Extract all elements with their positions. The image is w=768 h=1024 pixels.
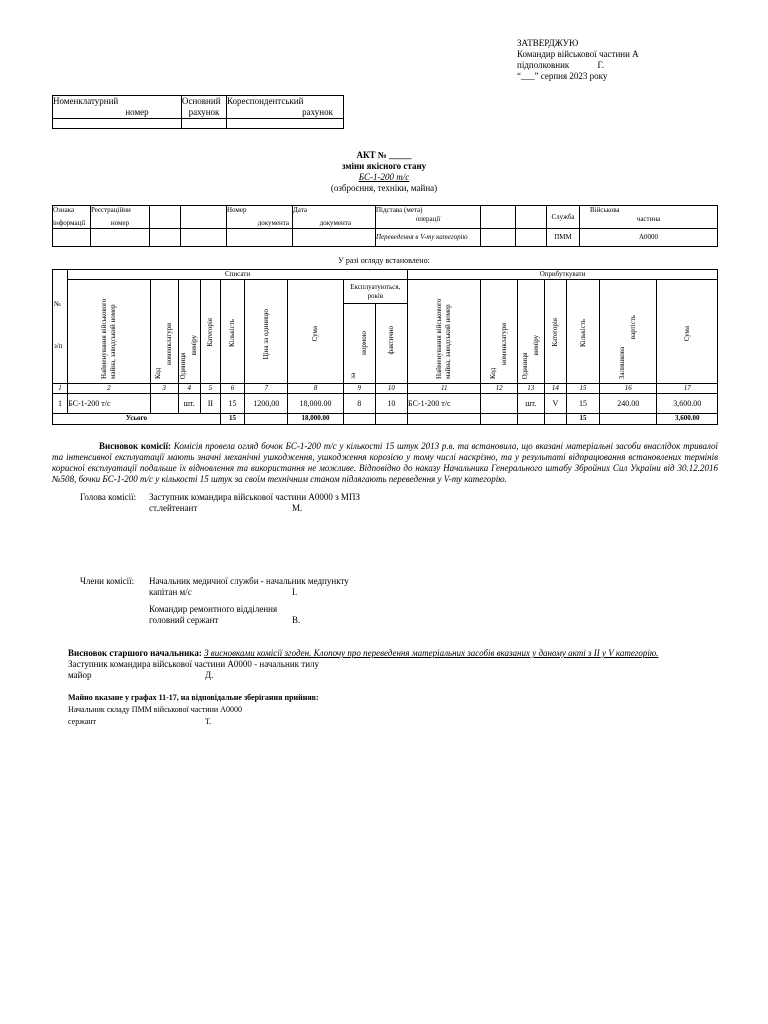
main-table — [52, 269, 718, 425]
total-cell — [343, 414, 375, 425]
col-number: 12 — [481, 384, 517, 394]
head-rank: ст.лейтенант — [149, 503, 198, 513]
col-number: 3 — [150, 384, 178, 394]
act-title-block — [284, 150, 484, 194]
account-main-line2: рахунок — [188, 107, 220, 117]
col-no-a: № — [54, 300, 61, 308]
col-balance-a: Залишкова — [618, 346, 627, 379]
col-unit-b: виміру — [190, 334, 199, 355]
row-code2 — [481, 394, 517, 414]
col-number: 8 — [288, 384, 343, 394]
total-label: Усього — [53, 414, 221, 425]
approval-line1: Командир військової частини А — [517, 49, 639, 59]
storage-acceptance — [68, 693, 718, 727]
col-balance-header — [600, 280, 657, 384]
act-item: БС-1-200 т/с — [358, 172, 410, 182]
info-h-service-label: Служба — [551, 212, 575, 221]
total-row — [53, 414, 718, 425]
column-numbers-row — [53, 384, 718, 394]
col-fact-header — [375, 304, 407, 384]
col-sum-header — [288, 280, 343, 384]
col-name2-text: Найменування військового майна, заводський номер — [435, 298, 453, 379]
col-code-b: номенклатури — [165, 323, 174, 365]
col-number: 9 — [343, 384, 375, 394]
commission-member-2 — [149, 604, 409, 626]
col-qty-header — [220, 280, 244, 384]
info-cell — [150, 229, 181, 247]
col-unit-a: Одиниця — [179, 352, 188, 379]
col-no-header — [53, 270, 68, 384]
col-number: 14 — [544, 384, 566, 394]
col-number: 5 — [200, 384, 220, 394]
conclusion-label: Висновок комісії: — [99, 441, 171, 451]
total-cell — [375, 414, 407, 425]
info-h-sign-b: інформації — [53, 219, 86, 227]
col-name2-header — [408, 280, 481, 384]
row-unit: шт. — [178, 394, 200, 414]
received-header: Оприбуткувати — [408, 270, 718, 280]
col-sum-text: Сума — [310, 325, 319, 341]
info-h-docdate-b: документа — [319, 219, 351, 227]
account-corr-line1: Кореспондентський — [227, 96, 304, 106]
row-price: 1200,00 — [245, 394, 288, 414]
row-norm: 8 — [343, 394, 375, 414]
account-nomenclature-line2: номер — [125, 107, 149, 117]
info-h-basis-a: Підстава (мета) — [376, 206, 423, 214]
member1-position: Начальник медичної служби - начальник медпункту — [149, 576, 349, 586]
info-cell — [91, 229, 150, 247]
col-qty-text: Кількість — [228, 318, 236, 347]
table-row — [53, 394, 718, 414]
col-number: 6 — [220, 384, 244, 394]
row-qty: 15 — [220, 394, 244, 414]
col-norm-header — [343, 304, 375, 384]
total-qty: 15 — [220, 414, 244, 425]
member1-rank: капітан м/с — [149, 587, 192, 597]
commission-members-label: Члени комісії: — [80, 576, 135, 586]
col-cat2-text: Категорія — [550, 318, 559, 347]
senior-label: Висновок старшого начальника: — [68, 648, 202, 658]
approval-date: “___” серпня 2023 року — [517, 71, 608, 81]
row-sum2: 3,600.00 — [657, 394, 718, 414]
info-basis-value: Переведення в V-ту категорію — [376, 229, 481, 247]
col-qty2-text: Кількість — [578, 318, 587, 347]
col-number: 11 — [408, 384, 481, 394]
col-code2-a: Код — [489, 367, 498, 379]
info-h-docdate — [293, 206, 376, 229]
info-h-service — [547, 206, 580, 229]
account-cell — [53, 119, 182, 129]
row-sum: 18,000.00 — [288, 394, 343, 414]
info-h-unit — [580, 206, 718, 229]
col-number: 17 — [657, 384, 718, 394]
col-norm-a: за — [349, 373, 358, 379]
info-h-docnum-b: документа — [257, 219, 289, 227]
row-name2: БС-1-200 т/с — [408, 394, 481, 414]
col-name-header — [68, 280, 150, 384]
approval-rank: підполковник — [517, 60, 570, 70]
total-cell — [408, 414, 481, 425]
info-h-basis-b: операції — [415, 215, 441, 223]
col-number: 13 — [517, 384, 544, 394]
account-corr-header — [227, 96, 344, 119]
total-cell — [544, 414, 566, 425]
col-price-header — [245, 280, 288, 384]
commission-member-1 — [149, 576, 409, 598]
row-code — [150, 394, 178, 414]
info-h-unit-a: Військова — [590, 206, 620, 214]
col-fact-text: фактично — [386, 326, 395, 355]
col-code2-b: номенклатури — [500, 323, 509, 365]
total-sum2: 3,600.00 — [657, 414, 718, 425]
info-h-8 — [481, 206, 516, 229]
col-unit2-b: виміру — [531, 334, 540, 355]
row-balance: 240.00 — [600, 394, 657, 414]
commission-conclusion — [52, 441, 718, 485]
act-note: (озброєння, техніки, майна) — [330, 183, 438, 193]
info-h-3 — [150, 206, 181, 229]
account-main-header — [182, 96, 227, 119]
storage-position: Начальник складу ПММ військової частини А0000 — [68, 705, 242, 714]
inspection-caption: У разі огляду встановлено: — [338, 256, 430, 265]
info-h-reg-a: Реєстраційни — [91, 206, 131, 214]
col-code2-header — [481, 280, 517, 384]
col-number: 16 — [600, 384, 657, 394]
info-table — [52, 205, 718, 247]
col-number: 4 — [178, 384, 200, 394]
col-code-a: Код — [154, 367, 163, 379]
col-number: 15 — [566, 384, 599, 394]
info-cell — [181, 229, 227, 247]
approval-title: ЗАТВЕРДЖУЮ — [517, 38, 579, 48]
storage-label: Майно вказане у графах 11-17, на відповідальне зберігання прийняв: — [68, 693, 319, 702]
col-balance-b: вартість — [629, 314, 638, 339]
total-cell — [600, 414, 657, 425]
senior-conclusion — [68, 648, 718, 681]
info-h-sign-a: Ознака — [53, 206, 75, 214]
approval-line2 — [517, 60, 717, 71]
info-h-9 — [516, 206, 547, 229]
member2-position: Командир ремонтного відділення — [149, 604, 278, 614]
info-cell — [227, 229, 293, 247]
storage-name: Т. — [205, 717, 212, 726]
row-cat2: V — [544, 394, 566, 414]
row-cat: II — [200, 394, 220, 414]
member2-rank: головний сержант — [149, 615, 219, 625]
senior-text: З висновками комісії згоден. Клопочу про переведення матеріальних засобів вказаних у даному акті з II у V категорію. — [204, 648, 659, 658]
total-sum: 18,000.00 — [288, 414, 343, 425]
member2-name: В. — [292, 615, 301, 625]
info-h-reg — [91, 206, 150, 229]
info-h-4 — [181, 206, 227, 229]
col-norm-b: нормою — [360, 331, 369, 355]
row-no: 1 — [53, 394, 68, 414]
act-subtitle: зміни якісного стану — [341, 161, 427, 171]
member1-name: І. — [292, 587, 298, 597]
info-h-basis — [376, 206, 481, 229]
col-unit2-a: Одиниця — [520, 352, 529, 379]
senior-name: Д. — [205, 670, 214, 680]
col-unit2-header — [517, 280, 544, 384]
col-price-text: Ціна за одиницю — [261, 308, 270, 359]
info-cell — [53, 229, 91, 247]
commission-head-label: Голова комісії: — [80, 492, 137, 502]
row-fact: 10 — [375, 394, 407, 414]
col-cat2-header — [544, 280, 566, 384]
head-position: Заступник командира військової частини А0000 з МПЗ — [149, 492, 360, 502]
col-name-text: Найменування військового майна, заводський номер — [99, 298, 117, 379]
col-exploit-header: Експлуатуються, років — [343, 280, 407, 304]
info-h-docnum — [227, 206, 293, 229]
conclusion-text: Комісія провела огляд бочок БС-1-200 т/с у кількості 15 штук 2013 р.в. та встановила, що вказані матеріальні засоби внаслідок тривалої та інтенсивної експлуатації мають значні механічні ушкодження, ушкодження корозією у тому числі наскрізно, та у результаті відпрацювання встановлених термінів корисної експлуатації подальше їх відновлення та використання не можливе. Відповідно до наказу Начальника Генерального штабу Збройних Сил України від 30.12.2016 №508, бочки БС-1-200 т/с у кількості 15 штук за своїм технічним станом підлягають переведення у V-ту категорію. — [52, 441, 718, 484]
col-number: 2 — [68, 384, 150, 394]
info-cell — [516, 229, 547, 247]
senior-rank: майор — [68, 670, 92, 680]
info-h-docnum-a: Номер — [227, 206, 247, 214]
approval-name: Г. — [597, 60, 604, 70]
row-name: БС-1-200 т/с — [68, 394, 150, 414]
info-h-reg-b: номер — [110, 219, 130, 227]
col-number: 7 — [245, 384, 288, 394]
approval-block — [517, 38, 717, 82]
account-cell — [227, 119, 344, 129]
col-sum2-text: Сума — [682, 325, 691, 341]
account-nomenclature-line1: Номенклатурний — [53, 96, 119, 106]
col-qty2-header — [566, 280, 599, 384]
account-table — [52, 95, 344, 129]
info-h-docdate-a: Дата — [293, 206, 307, 214]
col-code-header — [150, 280, 178, 384]
total-cell — [517, 414, 544, 425]
act-title: АКТ № _____ — [356, 150, 412, 160]
info-unit-value: А0000 — [580, 229, 718, 247]
account-corr-line2: рахунок — [302, 107, 333, 117]
info-h-unit-b: частина — [636, 215, 661, 223]
col-number: 10 — [375, 384, 407, 394]
commission-head — [149, 492, 409, 514]
total-cell — [481, 414, 517, 425]
col-number: 1 — [53, 384, 68, 394]
info-h-sign — [53, 206, 91, 229]
storage-rank: сержант — [68, 717, 97, 726]
total-qty2: 15 — [566, 414, 599, 425]
info-cell — [293, 229, 376, 247]
senior-line — [68, 648, 718, 659]
row-qty2: 15 — [566, 394, 599, 414]
info-service-value: ПММ — [547, 229, 580, 247]
account-cell — [182, 119, 227, 129]
col-no-b: з/п — [54, 342, 63, 350]
head-name: М. — [292, 503, 303, 513]
account-nomenclature-header — [53, 96, 182, 119]
col-unit-header — [178, 280, 200, 384]
written-off-header: Списати — [68, 270, 408, 280]
row-unit2: шт. — [517, 394, 544, 414]
col-sum2-header — [657, 280, 718, 384]
info-cell — [481, 229, 516, 247]
col-cat-header — [200, 280, 220, 384]
total-cell — [245, 414, 288, 425]
account-main-line1: Основний — [182, 96, 221, 106]
col-cat-text: Категорія — [205, 318, 214, 347]
senior-position: Заступник командира військової частини А0000 - начальник тилу — [68, 659, 320, 669]
